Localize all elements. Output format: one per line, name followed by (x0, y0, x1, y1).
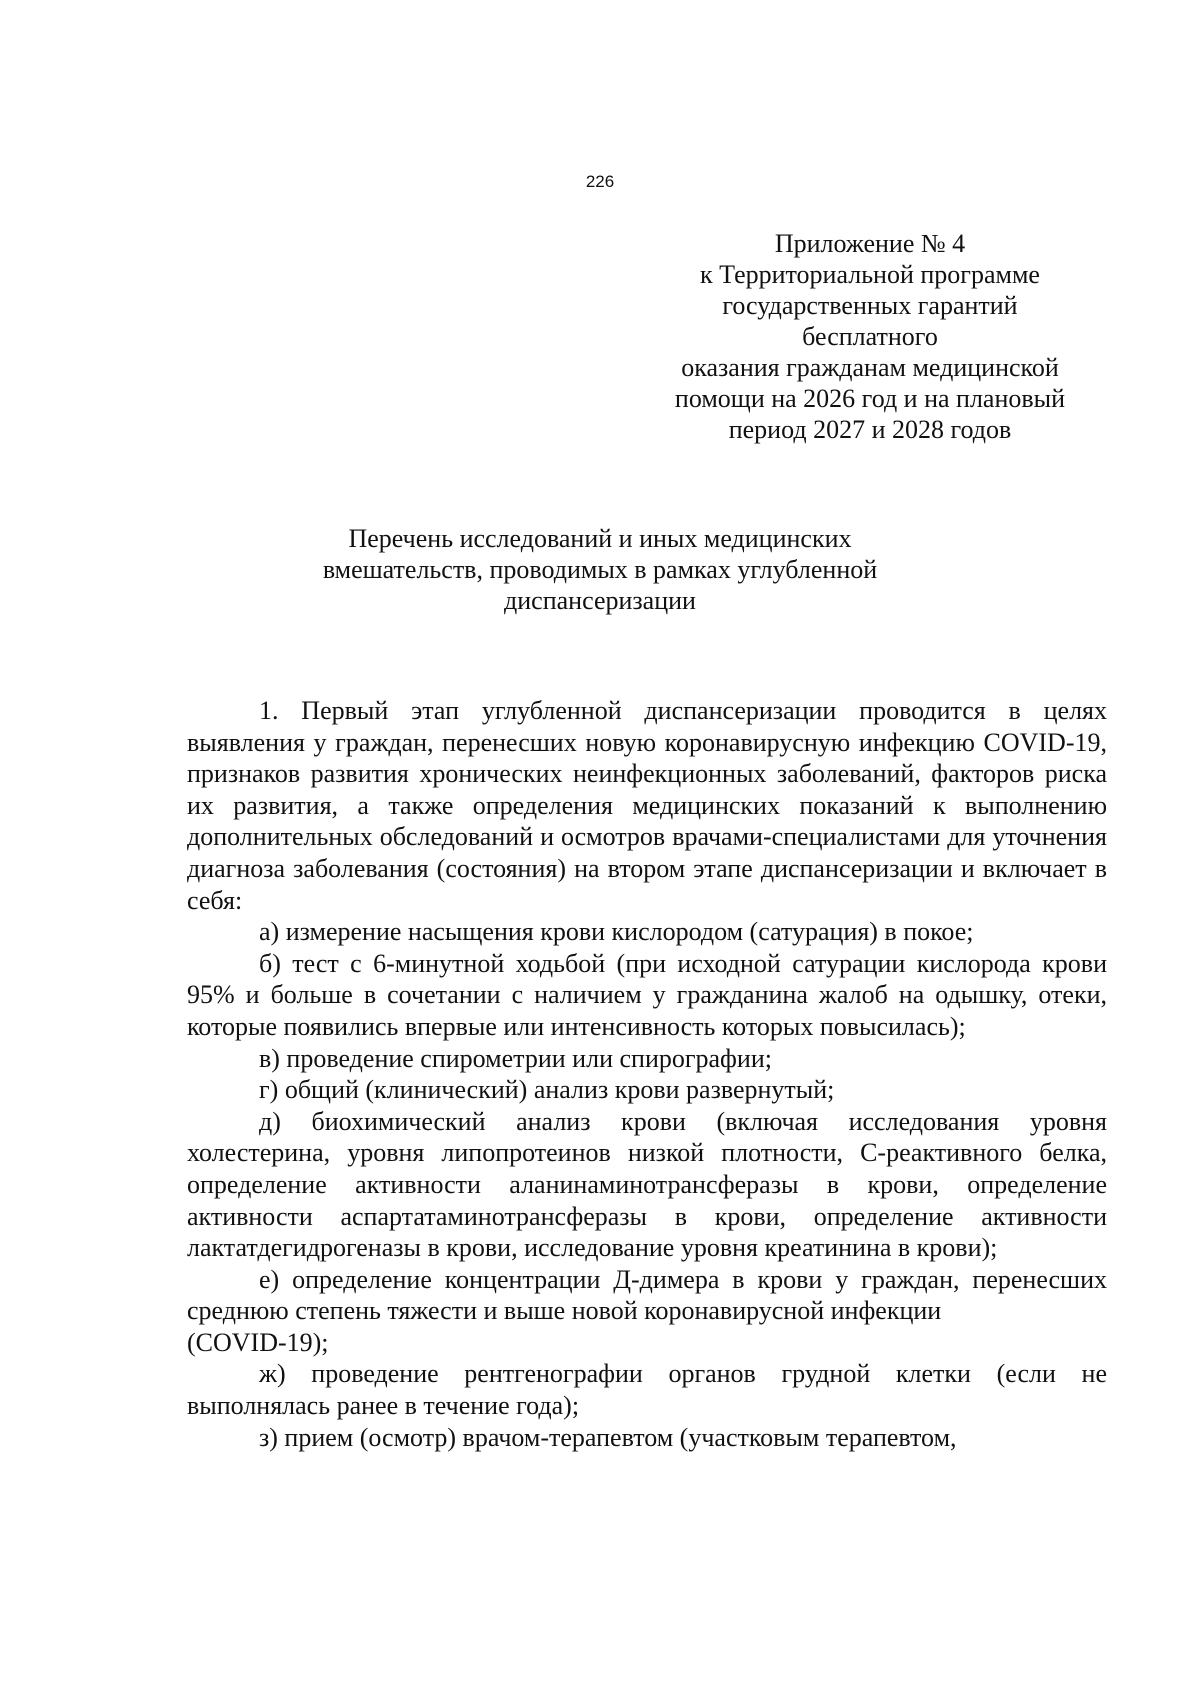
appendix-line: бесплатного (802, 322, 938, 351)
title-line: вмешательств, проводимых в рамках углубленной (322, 555, 878, 584)
appendix-header (650, 228, 1090, 445)
list-item-d: д) биохимический анализ крови (включая исследования уровня холестерина, уровня липопротеинов низкой плотности, С-реактивного белка, определение активности аланинаминотрансферазы в крови, определение активности аспартатаминотрансферазы в крови, определение активности лактатдегидрогеназы в крови, исследование уровня креатинина в крови); (187, 1106, 1107, 1263)
appendix-line: период 2027 и 2028 годов (728, 415, 1012, 444)
list-item-zh: ж) проведение рентгенографии органов грудной клетки (если не выполнялась ранее в течение года); (187, 1359, 1107, 1421)
title-line: Перечень исследований и иных медицинских (348, 524, 852, 553)
list-item-z: з) прием (осмотр) врачом-терапевтом (участковым терапевтом, (259, 1422, 957, 1452)
appendix-line: Приложение № 4 (774, 229, 966, 258)
appendix-line: к Территориальной программе (700, 260, 1040, 289)
document-title (240, 523, 960, 616)
paragraph-intro: 1. Первый этап углубленной диспансеризации проводится в целях выявления у граждан, перенесших новую коронавирусную инфекцию COVID-19, признаков развития хронических неинфекционных заболеваний, факторов риска их развития, а также определения медицинских показаний к выполнению дополнительных обследований и осмотров врачами-специалистами для уточнения диагноза заболевания (состояния) на втором этапе диспансеризации и включает в себя: (187, 696, 1107, 915)
appendix-line: оказания гражданам медицинской (681, 353, 1059, 382)
list-item-a: а) измерение насыщения крови кислородом (сатурация) в покое; (259, 917, 974, 947)
appendix-line: государственных гарантий (722, 291, 1018, 320)
list-item-b: б) тест с 6-минутной ходьбой (при исходной сатурации кислорода крови 95% и больше в сочетании с наличием у гражданина жалоб на одышку, отеки, которые появились впервые или интенсивность которых повысилась); (187, 948, 1107, 1041)
document-body (187, 695, 1107, 1453)
list-item-v: в) проведение спирометрии или спирографии; (259, 1043, 772, 1073)
list-item-g: г) общий (клинический) анализ крови развернутый; (259, 1075, 835, 1105)
page-number: 226 (585, 172, 615, 191)
title-line: диспансеризации (504, 586, 696, 615)
list-item-e-continuation: (COVID-19); (187, 1327, 329, 1357)
appendix-line: помощи на 2026 год и на плановый (674, 384, 1066, 413)
list-item-e: е) определение концентрации Д-димера в крови у граждан, перенесших среднюю степень тяжести и выше новой коронавирусной инфекции (187, 1264, 1107, 1326)
